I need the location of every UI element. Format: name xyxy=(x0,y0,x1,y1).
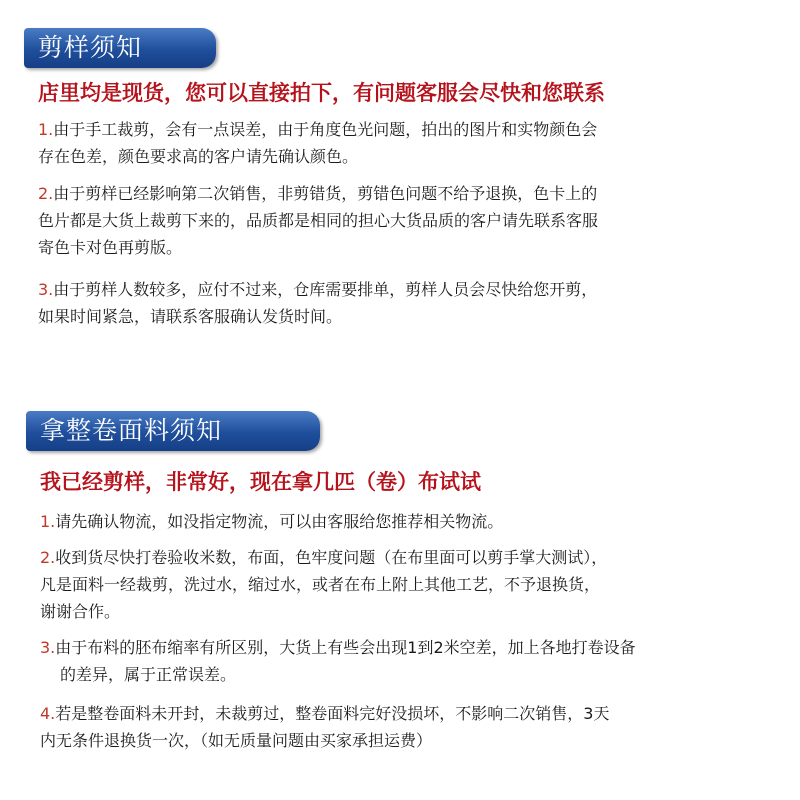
sample-notice-item-1 xyxy=(38,116,758,170)
item-number: 2. xyxy=(38,184,54,203)
item-number: 2. xyxy=(40,548,56,567)
item-text: 若是整卷面料未开封，未裁剪过，整卷面料完好没损坏，不影响二次销售，3天 xyxy=(55,704,610,723)
item-text: 请先确认物流，如没指定物流，可以由客服给您推荐相关物流。 xyxy=(55,512,504,531)
section2-headline: 我已经剪样，非常好，现在拿几匹（卷）布试试 xyxy=(40,470,481,494)
roll-notice-item-1 xyxy=(40,508,760,535)
item-text: 的差异，属于正常误差。 xyxy=(60,665,237,684)
item-text: 内无条件退换货一次，（如无质量问题由买家承担运费） xyxy=(40,731,433,750)
item-text: 由于布料的胚布缩率有所区别，大货上有些会出现1到2米空差，加上各地打卷设备 xyxy=(55,638,636,657)
item-text: 寄色卡对色再剪版。 xyxy=(38,238,183,257)
sample-notice-item-2 xyxy=(38,180,758,261)
item-text: 由于剪样已经影响第二次销售，非剪错货，剪错色问题不给予退换，色卡上的 xyxy=(53,184,598,203)
item-number: 3. xyxy=(40,638,56,657)
item-text: 存在色差，颜色要求高的客户请先确认颜色。 xyxy=(38,147,359,166)
item-text: 由于剪样人数较多，应付不过来，仓库需要排单，剪样人员会尽快给您开剪， xyxy=(53,280,598,299)
section-title-sample-cutting: 剪样须知 xyxy=(24,28,216,68)
section-title-whole-roll: 拿整卷面料须知 xyxy=(26,411,320,451)
roll-notice-item-4 xyxy=(40,700,760,754)
item-text: 收到货尽快打卷验收米数，布面，色牢度问题（在布里面可以剪手掌大测试）， xyxy=(55,548,608,567)
item-number: 1. xyxy=(40,512,56,531)
item-number: 4. xyxy=(40,704,56,723)
item-text: 由于手工裁剪，会有一点误差，由于角度色光问题，拍出的图片和实物颜色会 xyxy=(53,120,598,139)
item-number: 1. xyxy=(38,120,54,139)
sample-notice-item-3 xyxy=(38,276,758,330)
item-text: 色片都是大货上裁剪下来的，品质都是相同的担心大货品质的客户请先联系客服 xyxy=(38,211,599,230)
roll-notice-item-3 xyxy=(40,634,760,688)
item-text: 如果时间紧急，请联系客服确认发货时间。 xyxy=(38,307,343,326)
item-text: 凡是面料一经裁剪，洗过水，缩过水，或者在布上附上其他工艺，不予退换货， xyxy=(40,575,601,594)
item-number: 3. xyxy=(38,280,54,299)
section1-headline: 店里均是现货，您可以直接拍下，有问题客服会尽快和您联系 xyxy=(38,81,605,105)
roll-notice-item-2 xyxy=(40,544,760,625)
item-text: 谢谢合作。 xyxy=(40,602,121,621)
